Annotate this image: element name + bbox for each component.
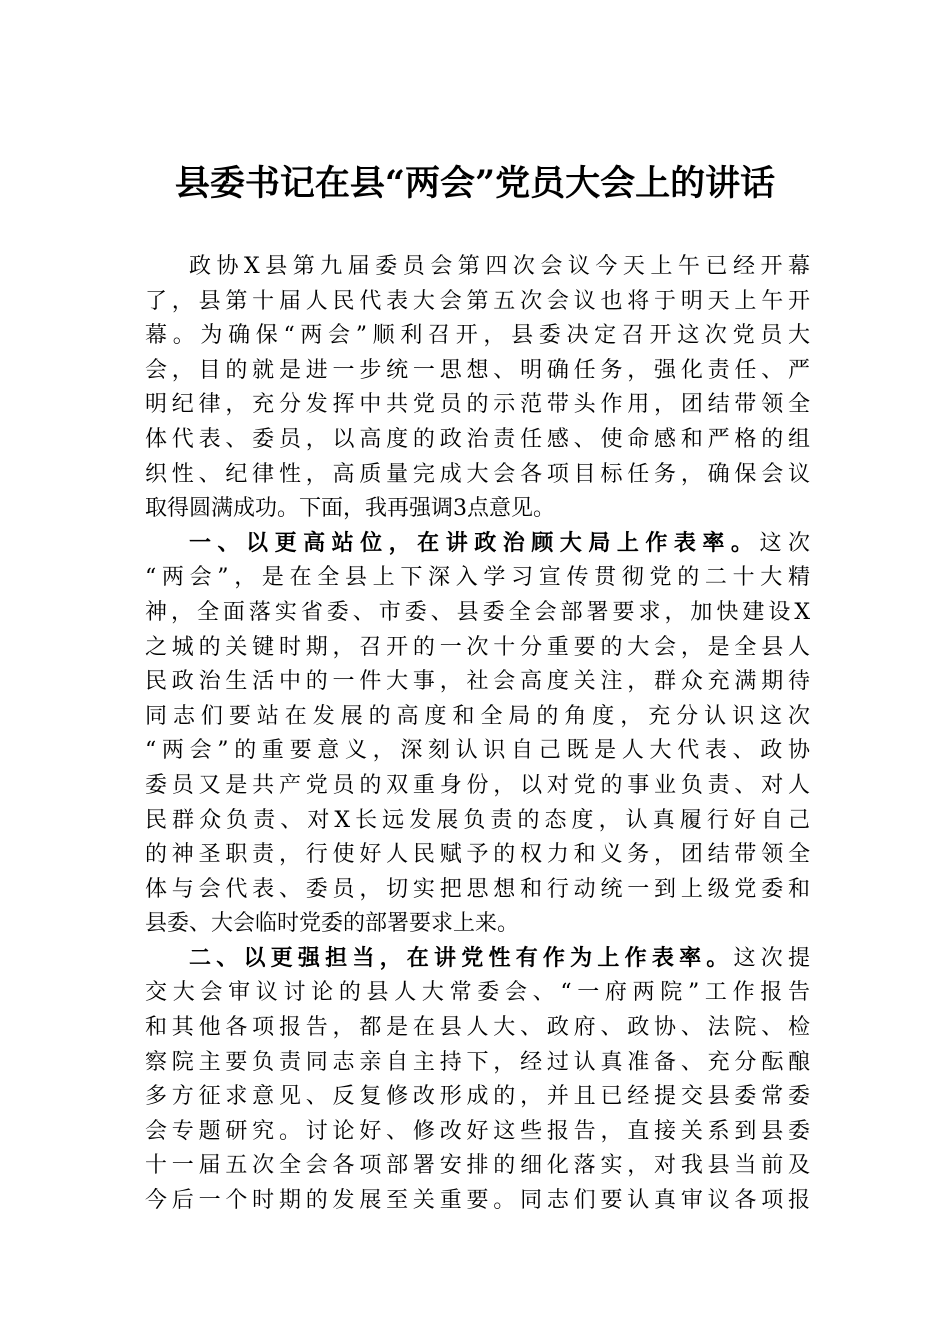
paragraph-section-two (145, 942, 810, 1219)
text-line: 今后一个时期的发展至关重要。同志们要认真审议各项报 (145, 1188, 810, 1214)
text-line: 县委、大会临时党委的部署要求上来。 (145, 911, 520, 937)
text-line: 察院主要负责同志亲自主持下，经过认真准备、充分酝酿 (145, 1049, 810, 1075)
text-line: 十一届五次全会各项部署安排的细化落实，对我县当前及 (145, 1153, 810, 1179)
heading-continuation: 这次提 (733, 945, 810, 971)
text-line: 委员又是共产党员的双重身份，以对党的事业负责、对人 (145, 772, 810, 798)
text-line: 民政治生活中的一件大事，社会高度关注，群众充满期待 (145, 669, 810, 695)
section-heading: 一、以更高站位，在讲政治顾大局上作表率。 (189, 530, 760, 556)
text-line: 之城的关键时期，召开的一次十分重要的大会，是全县人 (145, 634, 810, 660)
text-line: 会，目的就是进一步统一思想、明确任务，强化责任、严 (145, 357, 810, 383)
section-heading-line (145, 527, 810, 562)
text-line: 交大会审议讨论的县人大常委会、“一府两院”工作报告 (145, 980, 810, 1006)
text-line: 民群众负责、对X长远发展负责的态度，认真履行好自己 (145, 807, 810, 833)
document-title: 县委书记在县“两会”党员大会上的讲话 (174, 163, 776, 204)
text-line: 取得圆满成功。下面，我再强调3点意见。 (145, 496, 555, 522)
text-line: 织性、纪律性，高质量完成大会各项目标任务，确保会议 (145, 461, 810, 487)
text-line: 体与会代表、委员，切实把思想和行动统一到上级党委和 (145, 876, 810, 902)
text-line: 了，县第十届人民代表大会第五次会议也将于明天上午开 (145, 288, 810, 314)
text-line: 同志们要站在发展的高度和全局的角度，充分认识这次 (145, 703, 810, 729)
paragraph-intro (145, 250, 810, 527)
heading-continuation: 这次 (759, 530, 810, 556)
text-line: 明纪律，充分发挥中共党员的示范带头作用，团结带领全 (145, 392, 810, 418)
text-line: 的神圣职责，行使好人民赋予的权力和义务，团结带领全 (145, 842, 810, 868)
text-line: 会专题研究。讨论好、修改好这些报告，直接关系到县委 (145, 1118, 810, 1144)
text-line: 幕。为确保“两会”顺利召开，县委决定召开这次党员大 (145, 323, 810, 349)
text-line: 多方征求意见、反复修改形成的，并且已经提交县委常委 (145, 1084, 810, 1110)
paragraph-section-one (145, 527, 810, 942)
text-line: 神，全面落实省委、市委、县委全会部署要求，加快建设X (145, 599, 810, 625)
section-heading: 二、以更强担当，在讲党性有作为上作表率。 (189, 945, 734, 971)
text-line: 体代表、委员，以高度的政治责任感、使命感和严格的组 (145, 426, 810, 452)
section-heading-line (145, 942, 810, 977)
text-line: 政协X县第九届委员会第四次会议今天上午已经开幕 (189, 254, 810, 279)
text-line: “两会”的重要意义，深刻认识自己既是人大代表、政协 (145, 738, 810, 764)
text-line: 和其他各项报告，都是在县人大、政府、政协、法院、检 (145, 1015, 810, 1041)
document-body (145, 250, 810, 1219)
text-line: “两会”，是在全县上下深入学习宣传贯彻党的二十大精 (145, 565, 810, 591)
